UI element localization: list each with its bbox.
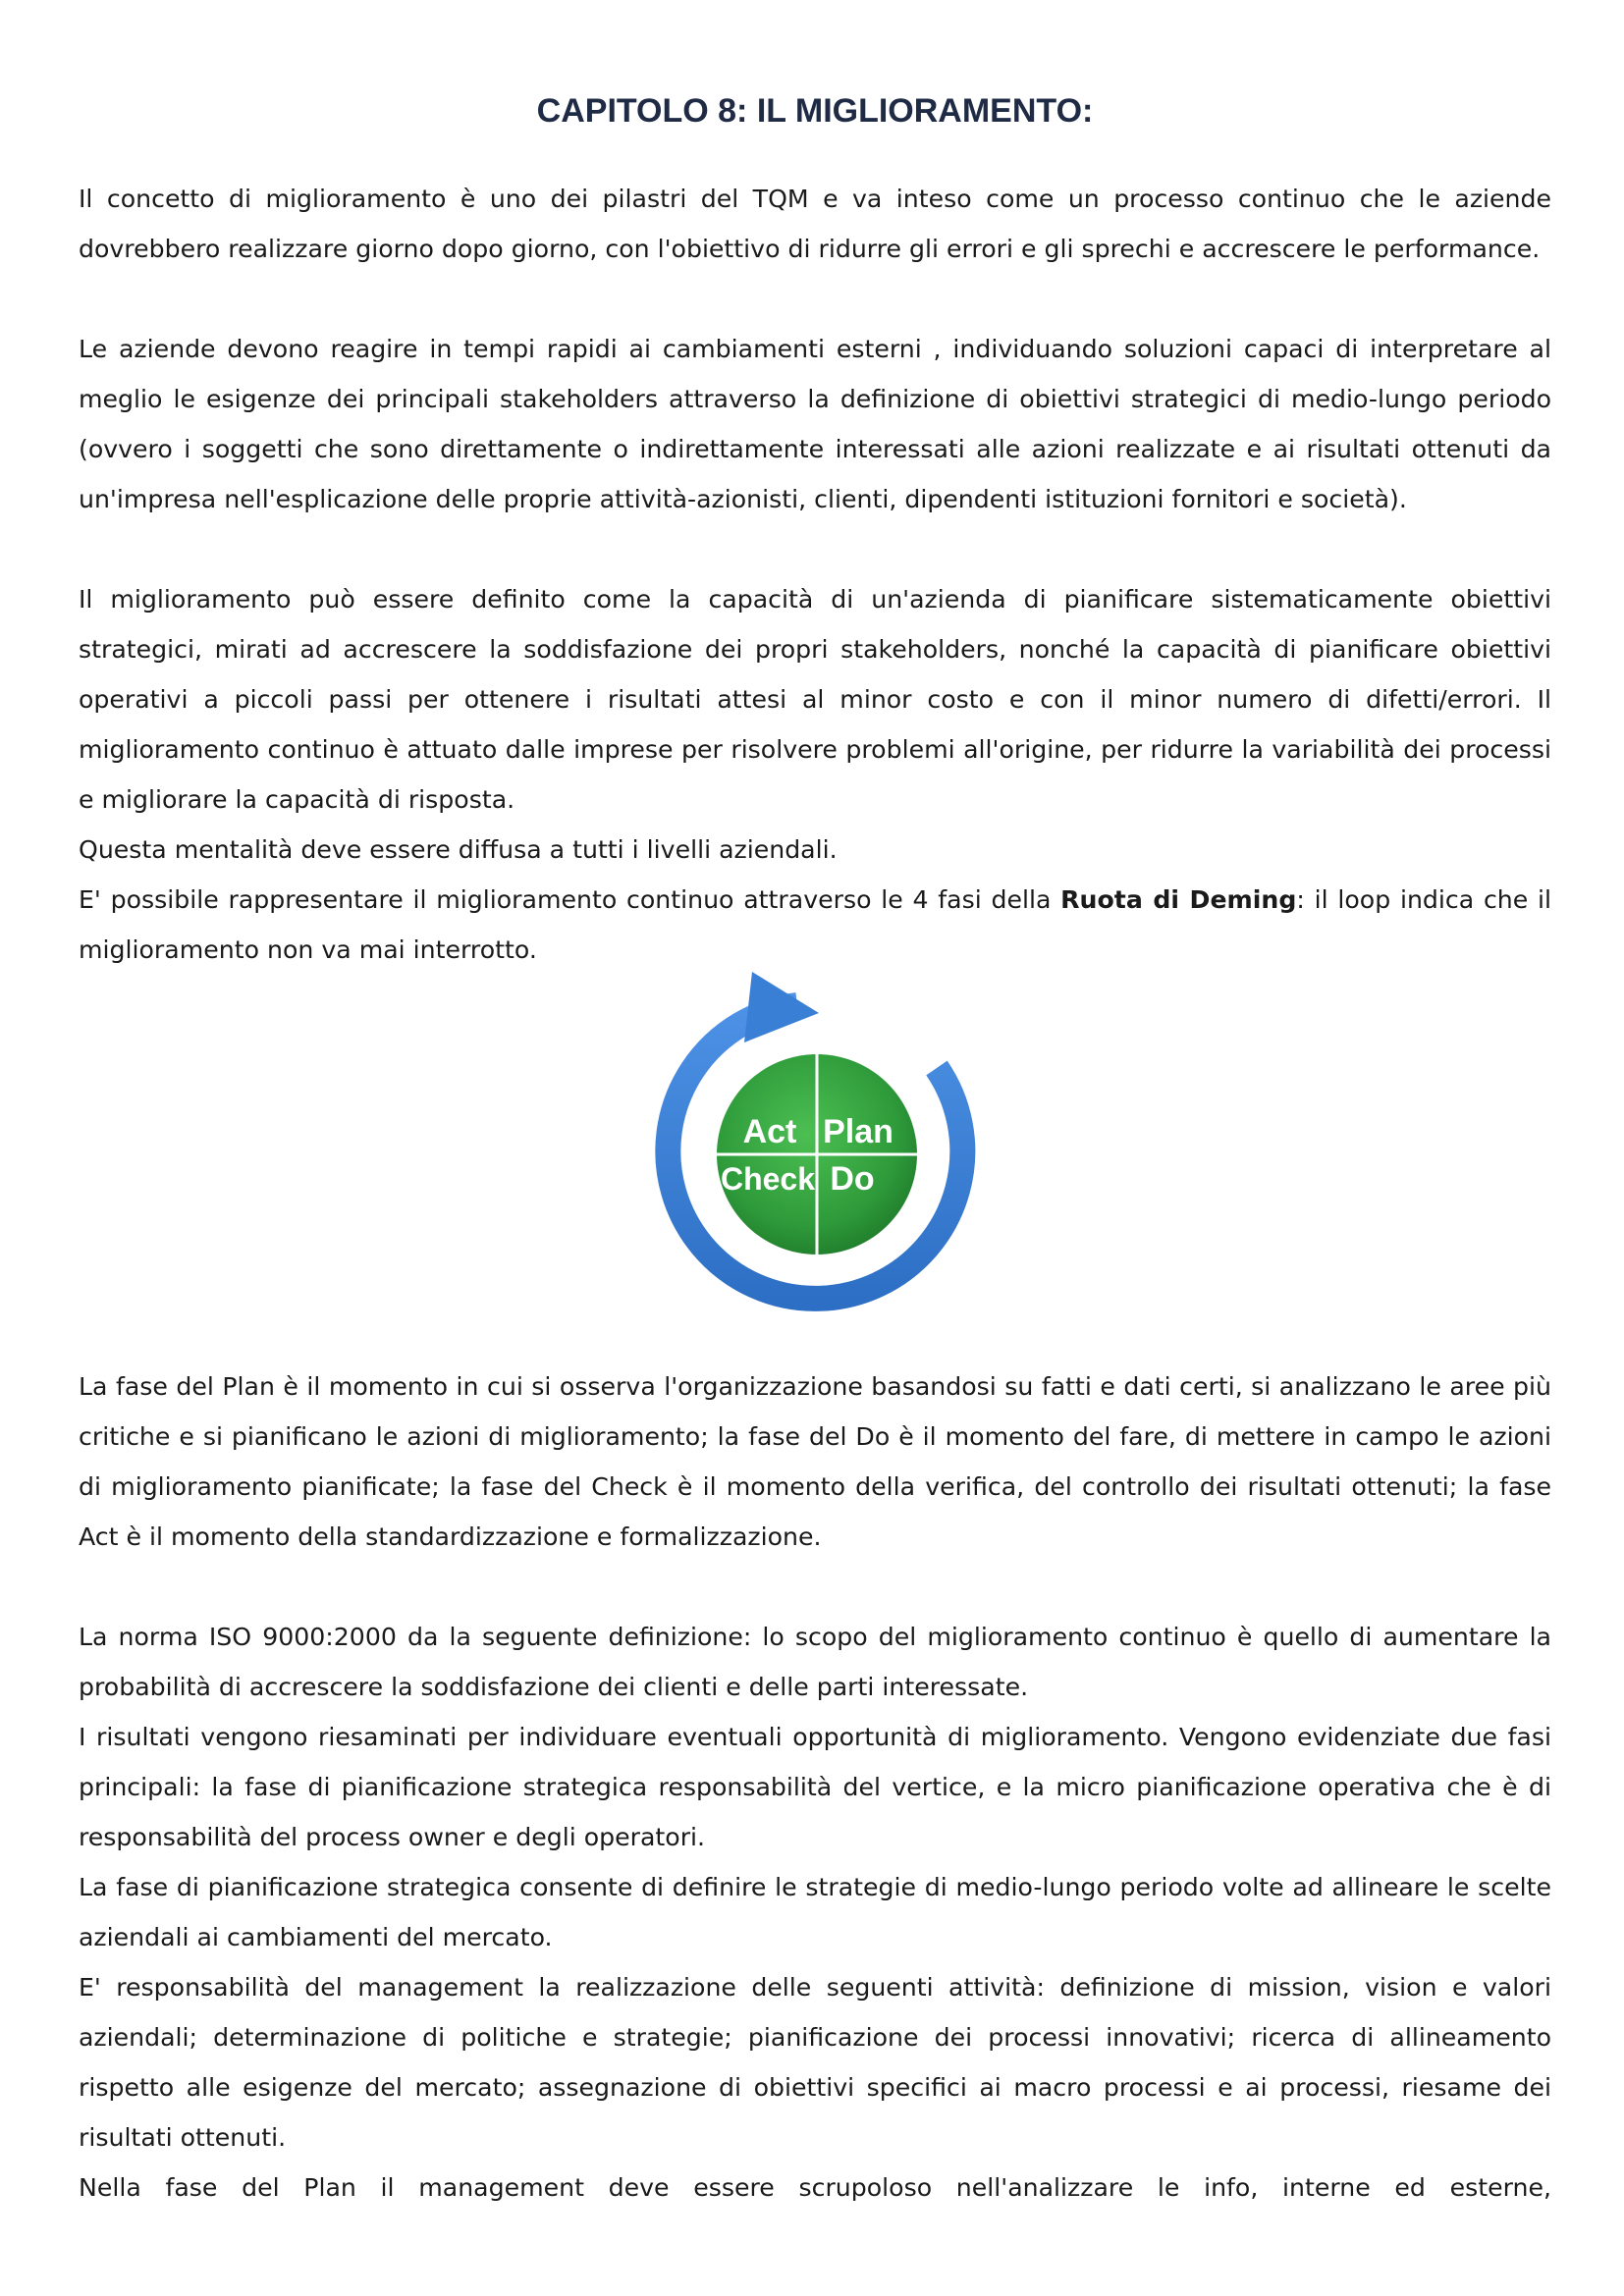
paragraph-definition: Il miglioramento può essere definito come la capacità di un'azienda di pianificare sistematicamente obiettivi strategici, mirati ad accrescere la soddisfazione dei propri stakeholders, nonché la capacità di pianificare obiettivi operativi a piccoli passi per ottenere i risultati attesi al minor costo e con il minor numero di difetti/errori. Il miglioramento continuo è attuato dalle imprese per risolvere problemi all'origine, per ridurre la variabilità dei processi e migliorare la capacità di risposta. — [79, 585, 1551, 814]
paragraph-plan-phase: Nella fase del Plan il management deve essere scrupoloso nell'analizzare le info, interne ed esterne, — [79, 2173, 1551, 2202]
paragraph-deming — [79, 875, 1551, 975]
deming-text-before: E' possibile rappresentare il miglioramento continuo attraverso le 4 fasi della — [79, 885, 1061, 914]
deming-wheel-figure — [650, 972, 984, 1315]
deming-text-bold: Ruota di Deming — [1060, 885, 1297, 914]
loop-arrow-icon — [744, 972, 819, 1042]
deming-wheel — [650, 972, 984, 1315]
paragraph-results: I risultati vengono riesaminati per individuare eventuali opportunità di miglioramento. Vengono evidenziate due fasi principali: la fase di pianificazione strategica responsabilità del vertice, e la micro pianificazione operativa che è di responsabilità del process owner e degli operatori. — [79, 1723, 1551, 1851]
paragraph-strategic: La fase di pianificazione strategica consente di definire le strategie di medio-lungo periodo volte ad allineare le scelte aziendali ai cambiamenti del mercato. — [79, 1873, 1551, 1951]
paragraph-intro: Il concetto di miglioramento è uno dei pilastri del TQM e va inteso come un processo continuo che le aziende dovrebbero realizzare giorno dopo giorno, con l'obiettivo di ridurre gli errori e gli sprechi e accrescere le performance. — [79, 185, 1551, 263]
wheel-label-do: Do — [830, 1160, 875, 1198]
wheel-label-plan: Plan — [823, 1113, 893, 1150]
paragraph-pdca-phases: La fase del Plan è il momento in cui si osserva l'organizzazione basandosi su fatti e dati certi, si analizzano le aree più critiche e si pianificano le azioni di miglioramento; la fase del Do è il momento del fare, di mettere in campo le azioni di miglioramento pianificate; la fase del Check è il momento della verifica, del controllo dei risultati ottenuti; la fase Act è il momento della standardizzazione e formalizzazione. — [79, 1372, 1551, 1551]
paragraph-stakeholders: Le aziende devono reagire in tempi rapidi ai cambiamenti esterni , individuando soluzioni capaci di interpretare al meglio le esigenze dei principali stakeholders attraverso la definizione di obiettivi strategici di medio-lungo periodo (ovvero i soggetti che sono direttamente o indirettamente interessati alle azioni realizzate e ai risultati ottenuti da un'impresa nell'esplicazione delle proprie attività-azionisti, clienti, dipendenti istituzioni fornitori e società). — [79, 335, 1551, 513]
wheel-label-check: Check — [720, 1161, 816, 1197]
deming-text-after: : il loop indica che il miglioramento non va mai interrotto. — [79, 885, 1552, 964]
page-title: CAPITOLO 8: IL MIGLIORAMENTO: — [536, 92, 1094, 130]
wheel-label-act: Act — [742, 1113, 797, 1150]
paragraph-management: E' responsabilità del management la realizzazione delle seguenti attività: definizione di mission, vision e valori aziendali; determinazione di politiche e strategie; pianificazione dei processi innovativi; ricerca di allineamento rispetto alle esigenze del mercato; assegnazione di obiettivi specifici ai macro processi e ai processi, riesame dei risultati ottenuti. — [79, 1973, 1551, 2152]
paragraph-mentality: Questa mentalità deve essere diffusa a tutti i livelli aziendali. — [79, 835, 838, 864]
paragraph-iso: La norma ISO 9000:2000 da la seguente definizione: lo scopo del miglioramento continuo è quello di aumentare la probabilità di accrescere la soddisfazione dei clienti e delle parti interessate. — [79, 1623, 1551, 1701]
